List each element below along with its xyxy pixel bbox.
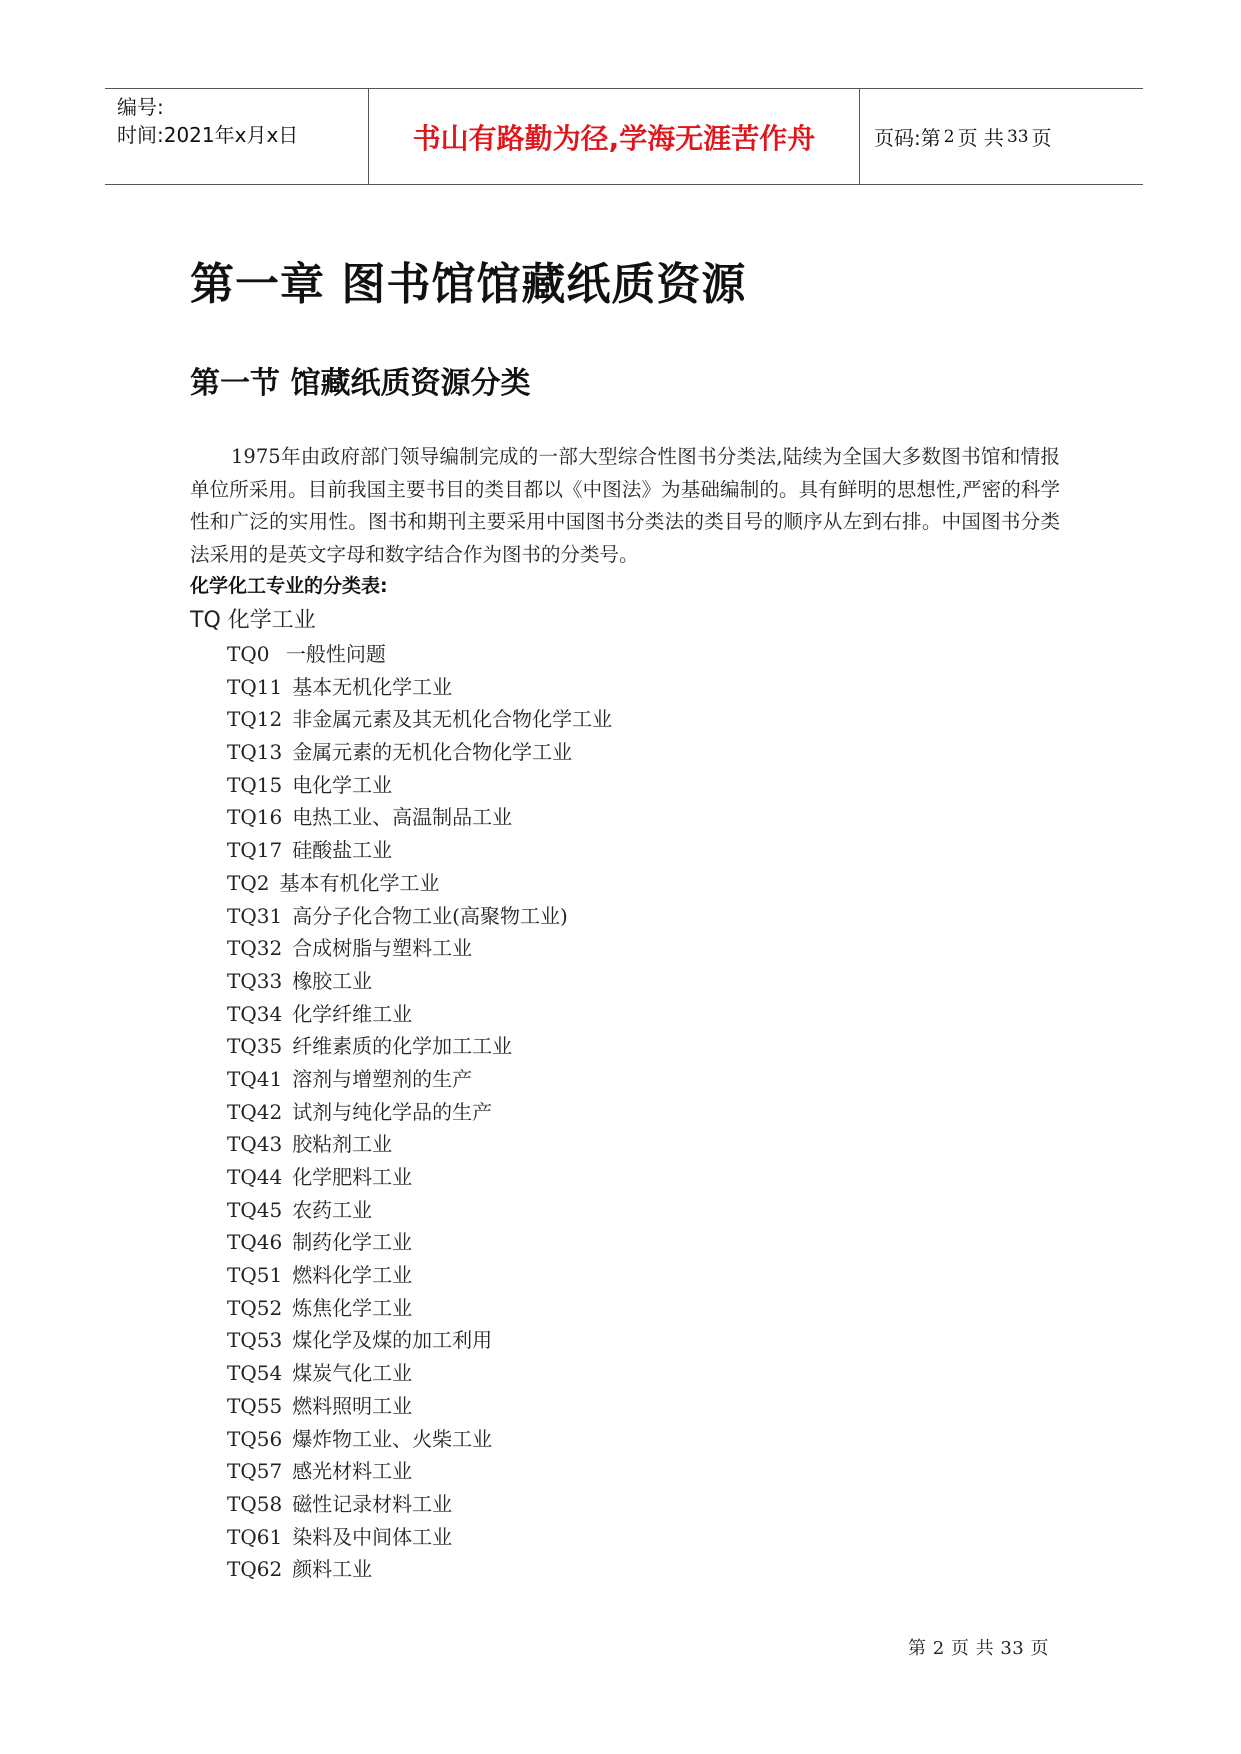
class-name: 化学肥料工业 — [292, 1165, 413, 1189]
list-item — [227, 1357, 612, 1390]
list-item — [227, 1455, 612, 1488]
list-item — [227, 965, 612, 998]
class-name: 燃料化学工业 — [292, 1263, 413, 1288]
class-name: 高分子化合物工业(高聚物工业) — [292, 903, 568, 928]
list-item — [227, 736, 612, 769]
class-code: TQ46 — [227, 1230, 283, 1255]
list-item — [227, 1553, 612, 1586]
header-motto: 书山有路勤为径,学海无涯苦作舟 — [412, 121, 816, 155]
class-name: 胶粘剂工业 — [292, 1132, 393, 1157]
class-name: 磁性记录材料工业 — [292, 1491, 453, 1516]
classification-list — [227, 638, 612, 1586]
class-code: TQ56 — [227, 1426, 283, 1451]
class-code: TQ16 — [227, 805, 283, 830]
list-item — [227, 1292, 612, 1325]
list-item — [227, 932, 612, 965]
list-item — [227, 1096, 612, 1129]
class-code: TQ41 — [227, 1066, 283, 1091]
class-code: TQ54 — [227, 1361, 283, 1386]
classification-subheading: 化学化工专业的分类表: — [190, 575, 388, 597]
list-item — [227, 1259, 612, 1292]
class-name: 炼焦化学工业 — [292, 1295, 413, 1320]
body-paragraph: 1975年由政府部门领导编制完成的一部大型综合性图书分类法,陆续为全国大多数图书馆和情报单位所采用。目前我国主要书目的类目都以《中图法》为基础编制的。具有鲜明的思想性,严密的科学性和广泛的实用性。图书和期刊主要采用中国图书分类法的类目号的顺序从左到右排。中国图书分类法采用的是英文字母和数字结合作为图书的分类号。 — [190, 445, 1060, 566]
class-name: 电热工业、高温制品工业 — [292, 805, 513, 830]
class-code: TQ35 — [227, 1034, 283, 1059]
list-item — [227, 1324, 612, 1357]
class-code: TQ51 — [227, 1263, 283, 1288]
class-name: 颜料工业 — [292, 1557, 373, 1582]
class-name: 感光材料工业 — [292, 1459, 413, 1484]
class-name: 基本有机化学工业 — [279, 870, 440, 895]
class-name: 一般性问题 — [279, 642, 386, 666]
class-name: 化学纤维工业 — [292, 1001, 413, 1026]
class-code: TQ0 — [227, 642, 270, 666]
root-class: TQ 化学工业 — [190, 608, 316, 633]
header-page-current: 2 — [943, 126, 955, 147]
class-code: TQ34 — [227, 1001, 283, 1026]
class-name: 基本无机化学工业 — [292, 674, 453, 699]
header-number-label: 编号: — [117, 95, 164, 119]
class-name: 燃料照明工业 — [292, 1393, 413, 1418]
class-name: 制药化学工业 — [292, 1230, 413, 1255]
header-page-prefix: 页码:第 — [874, 126, 941, 150]
list-item — [227, 1161, 612, 1194]
class-code: TQ31 — [227, 903, 283, 928]
list-item — [227, 1063, 612, 1096]
class-code: TQ12 — [227, 707, 283, 732]
header-meta — [117, 93, 367, 149]
class-name: 煤炭气化工业 — [292, 1361, 413, 1386]
list-item — [227, 1128, 612, 1161]
class-code: TQ53 — [227, 1328, 283, 1353]
header-time-label: 时间:2021年x月x日 — [117, 123, 299, 147]
class-code: TQ44 — [227, 1165, 283, 1189]
class-name: 非金属元素及其无机化合物化学工业 — [292, 707, 613, 732]
class-code: TQ11 — [227, 674, 283, 699]
class-name: 农药工业 — [292, 1197, 373, 1222]
class-code: TQ61 — [227, 1524, 283, 1549]
page-header — [105, 88, 1143, 185]
class-code: TQ43 — [227, 1132, 283, 1157]
class-code: TQ13 — [227, 740, 283, 765]
class-code: TQ57 — [227, 1459, 283, 1484]
page-footer: 第 2 页 共 33 页 — [908, 1638, 1049, 1659]
class-name: 煤化学及煤的加工利用 — [292, 1328, 493, 1353]
list-item — [227, 1226, 612, 1259]
header-page-number — [860, 89, 1143, 184]
header-page-mid: 页 共 — [957, 126, 1004, 150]
class-code: TQ15 — [227, 772, 283, 797]
class-name: 爆炸物工业、火柴工业 — [292, 1426, 493, 1451]
list-item — [227, 900, 612, 933]
list-item — [227, 867, 612, 900]
class-code: TQ58 — [227, 1491, 283, 1516]
class-code: TQ2 — [227, 870, 270, 895]
class-name: 纤维素质的化学加工工业 — [292, 1034, 513, 1059]
list-item — [227, 703, 612, 736]
class-name: 试剂与纯化学品的生产 — [292, 1099, 493, 1124]
class-code: TQ42 — [227, 1099, 283, 1124]
list-item — [227, 998, 612, 1031]
chapter-title: 第一章 图书馆馆藏纸质资源 — [190, 259, 747, 310]
list-item — [227, 638, 612, 671]
header-page-total: 33 — [1006, 126, 1029, 147]
list-item — [227, 671, 612, 704]
class-code: TQ45 — [227, 1197, 283, 1222]
list-item — [227, 1194, 612, 1227]
class-code: TQ32 — [227, 936, 283, 961]
list-item — [227, 1488, 612, 1521]
class-code: TQ33 — [227, 968, 283, 993]
class-name: 橡胶工业 — [292, 968, 373, 993]
class-code: TQ62 — [227, 1557, 283, 1582]
class-name: 合成树脂与塑料工业 — [292, 936, 473, 961]
class-code: TQ55 — [227, 1393, 283, 1418]
list-item — [227, 1423, 612, 1456]
class-name: 金属元素的无机化合物化学工业 — [292, 740, 573, 765]
class-code: TQ17 — [227, 838, 283, 863]
class-name: 电化学工业 — [292, 772, 393, 797]
list-item — [227, 1030, 612, 1063]
section-title: 第一节 馆藏纸质资源分类 — [190, 366, 531, 401]
list-item — [227, 769, 612, 802]
list-item — [227, 801, 612, 834]
class-name: 硅酸盐工业 — [292, 838, 393, 863]
class-name: 染料及中间体工业 — [292, 1524, 453, 1549]
list-item — [227, 1521, 612, 1554]
class-name: 溶剂与增塑剂的生产 — [292, 1066, 473, 1091]
class-code: TQ52 — [227, 1295, 283, 1320]
header-page-suffix: 页 — [1031, 126, 1052, 150]
list-item — [227, 834, 612, 867]
list-item — [227, 1390, 612, 1423]
